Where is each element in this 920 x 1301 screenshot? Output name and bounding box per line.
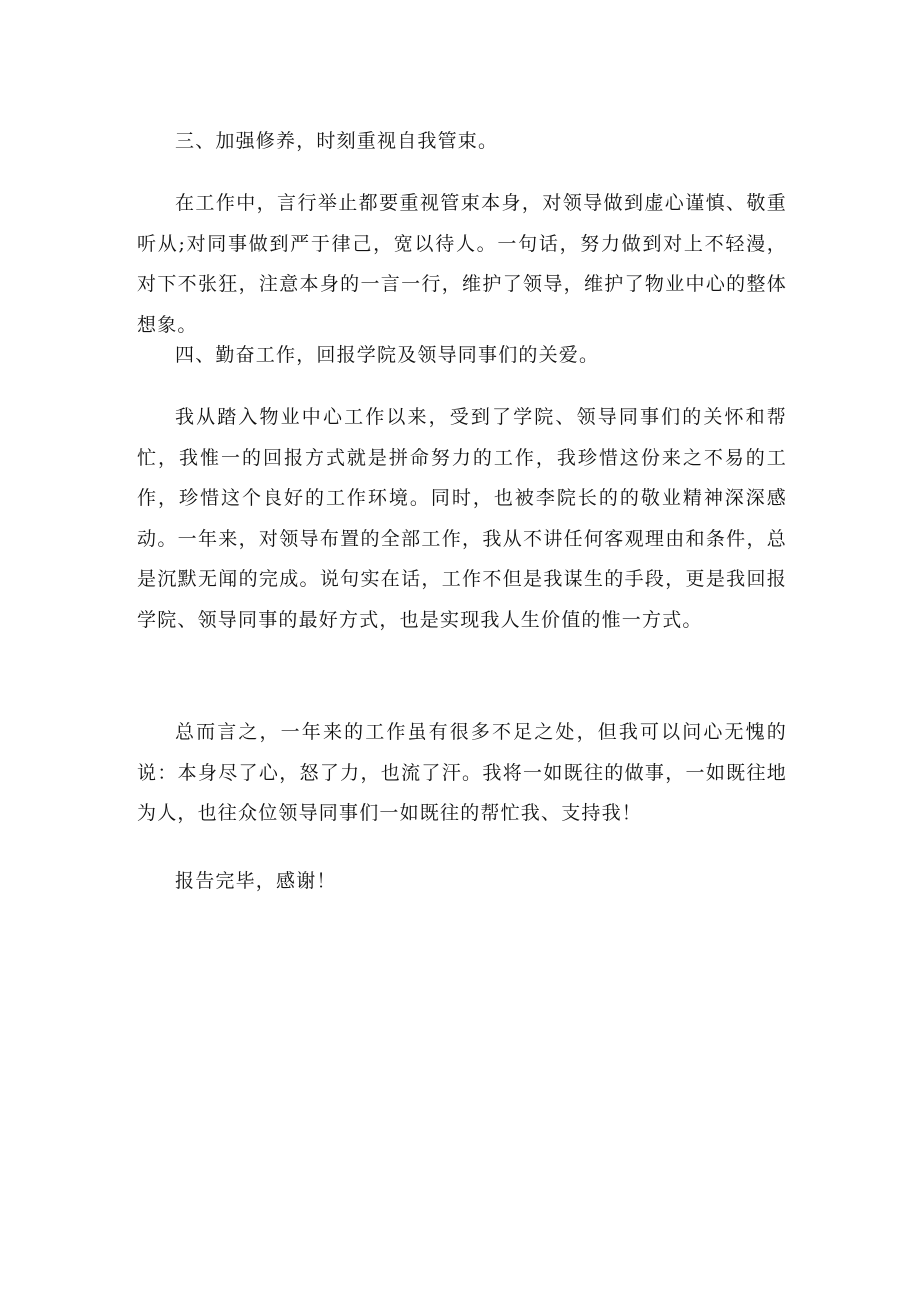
body-paragraph: 总而言之，一年来的工作虽有很多不足之处，但我可以问心无愧的说：本身尽了心，怒了力，也流了汗。我将一如既往的做事，一如既往地为人，也往众位领导同事们一如既往的帮忙我、支持我！ (137, 721, 787, 824)
section-heading-4: 四、勤奋工作，回报学院及领导同事们的关爱。 (175, 344, 600, 366)
body-paragraph: 我从踏入物业中心工作以来，受到了学院、领导同事们的关怀和帮忙，我惟一的回报方式就是拼命努力的工作，我珍惜这份来之不易的工作，珍惜这个良好的工作环境。同时，也被李院长的的敬业精神深深感动。一年来，对领导布置的全部工作，我从不讲任何客观理由和条件，总是沉默无闻的完成。说句实在话，工作不但是我谋生的手段，更是我回报学院、领导同事的最好方式，也是实现我人生价值的惟一方式。 (137, 406, 787, 631)
body-paragraph: 在工作中，言行举止都要重视管束本身，对领导做到虚心谨慎、敬重听从;对同事做到严于律己，宽以待人。一句话，努力做到对上不轻漫，对下不张狂，注意本身的一言一行，维护了领导，维护了物业中心的整体想象。 (137, 192, 787, 336)
closing-line: 报告完毕，感谢！ (175, 870, 337, 892)
section-heading-3: 三、加强修养，时刻重视自我管束。 (175, 130, 499, 152)
